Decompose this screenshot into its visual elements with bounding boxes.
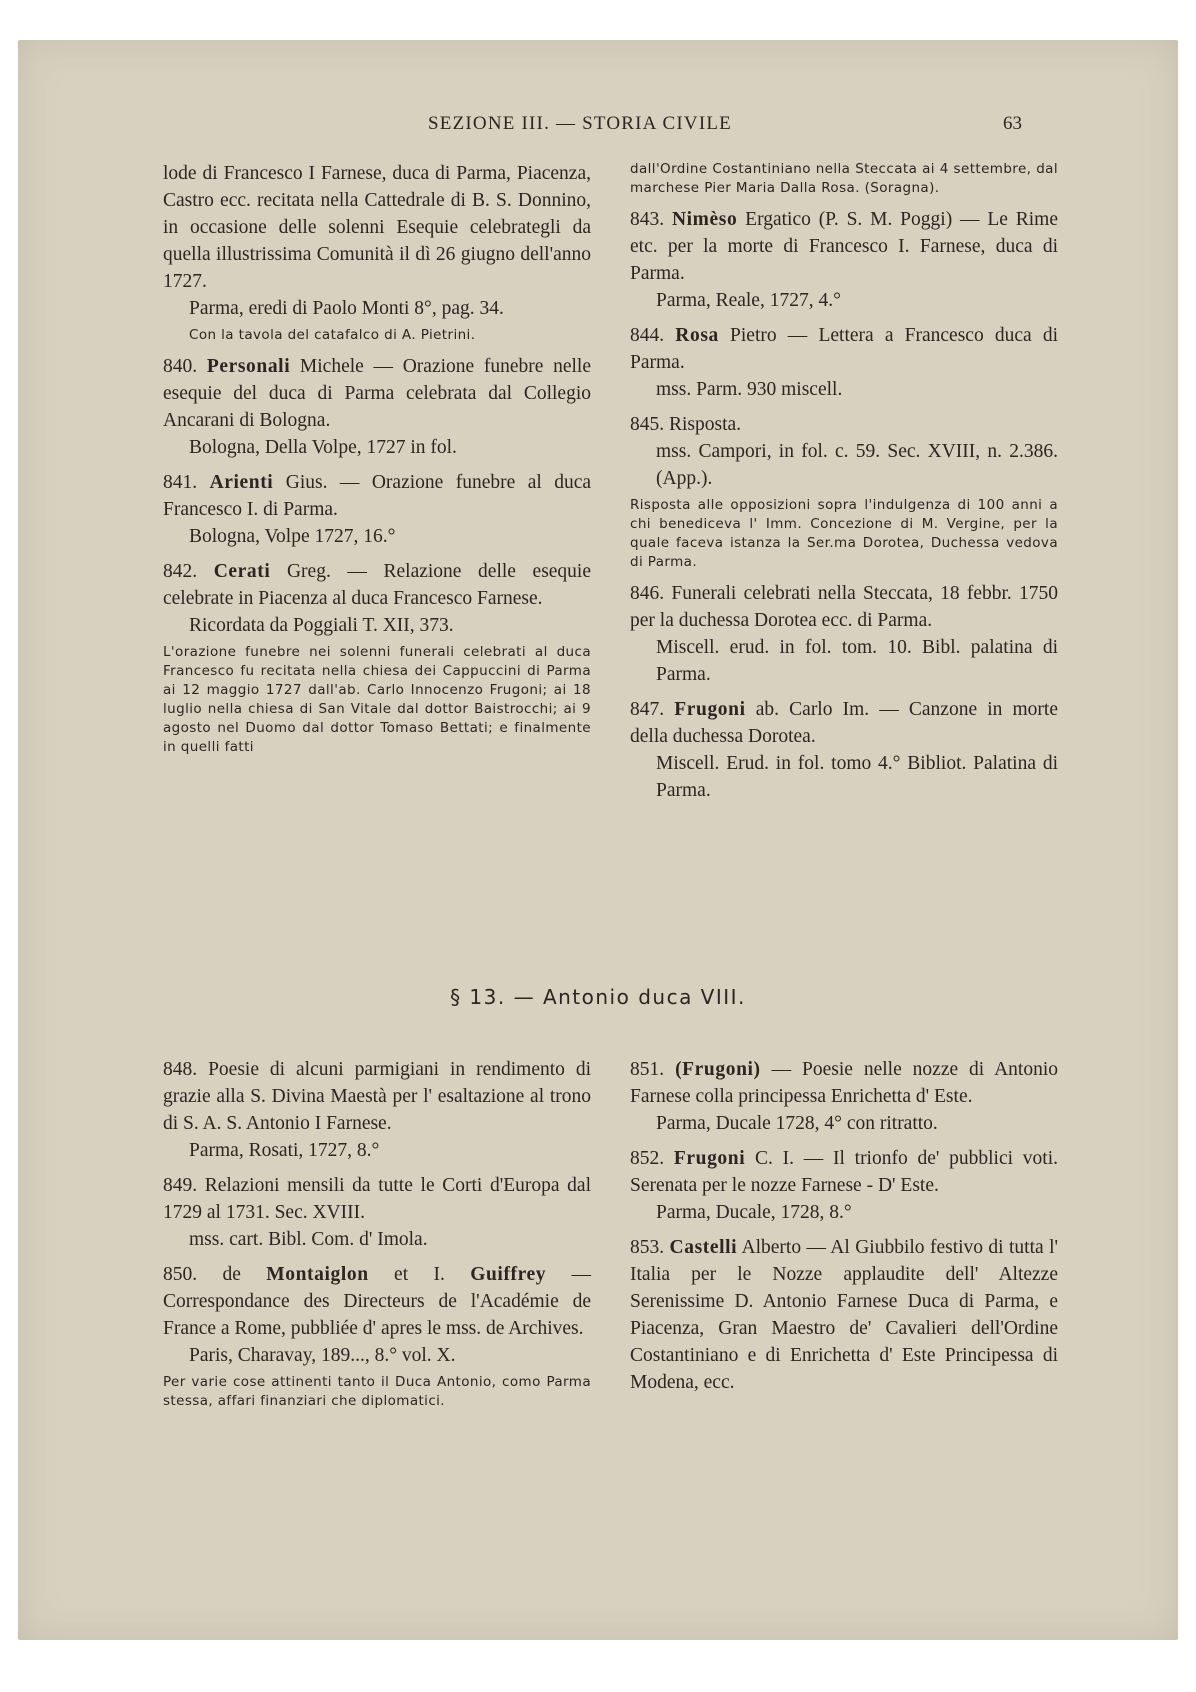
entry-text: Alberto — Al Giubbilo festivo di tutta l' Italia per le Nozze applaudite dell' Altezze Serenissime D. Antonio Farnese Duca di Parma, e Piacenza, Gran Maestro de' Cavalieri dell'Ordine Costantiniano e di Enrichetta d' Este Principessa di Modena, ecc. <box>630 1237 1058 1393</box>
entry-845 <box>630 411 1058 572</box>
left-column-bottom <box>163 1056 591 1419</box>
entry-843 <box>630 206 1058 314</box>
entry-number: 842. <box>163 561 198 582</box>
entry-author: Castelli <box>669 1237 738 1258</box>
entry-842 <box>163 558 591 757</box>
entry-author: (Frugoni) <box>675 1059 761 1080</box>
entry-imprint: Ricordata da Poggiali T. XII, 373. <box>189 615 454 636</box>
entry-note: Risposta alle opposizioni sopra l'indulgenza di 100 anni a chi benediceva l' Imm. Concezione di M. Vergine, per la quale faceva istanza la Ser.ma Dorotea, Duchessa vedova di Parma. <box>630 497 1058 570</box>
entry-852 <box>630 1145 1058 1226</box>
right-column-bottom <box>630 1056 1058 1404</box>
entry-note-continuation: dall'Ordine Costantiniano nella Steccata ai 4 settembre, dal marchese Pier Maria Dalla Rosa. (Soragna). <box>630 161 1058 196</box>
entry-number: 852. <box>630 1148 665 1169</box>
entry-imprint: Miscell. erud. in fol. tom. 10. Bibl. palatina di Parma. <box>656 637 1058 685</box>
entry-number: 841. <box>163 472 198 493</box>
entry-author: Cerati <box>213 561 271 582</box>
entry-imprint: Bologna, Della Volpe, 1727 in fol. <box>189 437 457 458</box>
entry-853 <box>630 1234 1058 1396</box>
entry-continuation <box>163 160 591 345</box>
entry-number: 843. <box>630 209 665 230</box>
entry-imprint: Parma, eredi di Paolo Monti 8°, pag. 34. <box>189 298 504 319</box>
entry-author: Arienti <box>209 472 274 493</box>
entry-author: Montaiglon <box>266 1264 369 1285</box>
entry-imprint: mss. cart. Bibl. Com. d' Imola. <box>189 1229 428 1250</box>
entry-text: Funerali celebrati nella Steccata, 18 febbr. 1750 per la duchessa Dorotea ecc. di Parma. <box>630 583 1058 631</box>
entry-imprint: Parma, Ducale, 1728, 8.° <box>656 1202 852 1223</box>
entry-847 <box>630 696 1058 804</box>
entry-conjunction: et I. <box>394 1264 445 1285</box>
entry-imprint: Bologna, Volpe 1727, 16.° <box>189 526 396 547</box>
entry-imprint: Parma, Rosati, 1727, 8.° <box>189 1140 380 1161</box>
entry-author: Nimèso <box>671 209 738 230</box>
entry-note: Per varie cose attinenti tanto il Duca Antonio, como Parma stessa, affari finanziari che diplomatici. <box>163 1374 591 1409</box>
entry-851 <box>630 1056 1058 1137</box>
entry-text: Relazioni mensili da tutte le Corti d'Europa dal 1729 al 1731. Sec. XVIII. <box>163 1175 591 1223</box>
entry-prefix: de <box>222 1264 241 1285</box>
entry-author: Frugoni <box>673 1148 746 1169</box>
entry-840 <box>163 353 591 461</box>
entry-imprint: mss. Campori, in fol. c. 59. Sec. XVIII, n. 2.386. (App.). <box>656 441 1058 489</box>
entry-text: — Poesie nelle nozze di Antonio Farnese colla principessa Enrichetta d' Este. <box>630 1059 1058 1107</box>
entry-text: Gius. — Orazione funebre al duca Francesco I. di Parma. <box>163 472 592 520</box>
running-header <box>18 113 1178 141</box>
header-title: SEZIONE III. — STORIA CIVILE <box>428 113 732 134</box>
entry-imprint: Parma, Reale, 1727, 4.° <box>656 290 841 311</box>
entry-text: C. I. — Il trionfo de' pubblici voti. Serenata per le nozze Farnese - D' Este. <box>630 1148 1058 1196</box>
entry-author: Frugoni <box>674 699 746 720</box>
entry-848 <box>163 1056 591 1164</box>
entry-text: Greg. — Relazione delle esequie celebrate in Piacenza al duca Francesco Farnese. <box>163 561 592 609</box>
entry-imprint: Parma, Ducale 1728, 4° con ritratto. <box>656 1113 938 1134</box>
entry-imprint: Miscell. Erud. in fol. tomo 4.° Bibliot. Palatina di Parma. <box>656 753 1058 801</box>
entry-text: Ergatico (P. S. M. Poggi) — Le Rime etc. per la morte di Francesco I. Farnese, duca di Parma. <box>630 209 1059 284</box>
entry-text: lode di Francesco I Farnese, duca di Parma, Piacenza, Castro ecc. recitata nella Cattedrale di B. S. Donnino, in occasione delle solenni Esequie celebrategli da quella illustrissima Comunità il dì 26 giugno dell'anno 1727. <box>163 163 591 292</box>
entry-imprint: Paris, Charavay, 189..., 8.° vol. X. <box>189 1345 456 1366</box>
entry-844 <box>630 322 1058 403</box>
entry-number: 853. <box>630 1237 665 1258</box>
left-column-top <box>163 160 591 765</box>
entry-note: Con la tavola del catafalco di A. Pietrini. <box>189 327 476 343</box>
entry-note: L'orazione funebre nei solenni funerali celebrati al duca Francesco fu recitata nella chiesa dei Cappuccini di Parma ai 12 maggio 1727 dall'ab. Carlo Innocenzo Frugoni; ai 18 luglio nella chiesa di San Vitale dal dottor Baistrocchi; ai 9 agosto nel Duomo dal dottor Tomaso Bettati; e finalmente in quelli fatti <box>163 644 591 755</box>
entry-text: Poesie di alcuni parmigiani in rendimento di grazie alla S. Divina Maestà per l' esaltazione al trono di S. A. S. Antonio I Farnese. <box>163 1059 592 1134</box>
entry-author-2: Guiffrey <box>470 1264 547 1285</box>
book-page <box>18 40 1178 1640</box>
entry-846 <box>630 580 1058 688</box>
entry-text: Risposta. <box>669 414 742 435</box>
entry-number: 851. <box>630 1059 665 1080</box>
entry-number: 847. <box>630 699 665 720</box>
entry-number: 844. <box>630 325 665 346</box>
entry-text: ab. Carlo Im. — Canzone in morte della duchessa Dorotea. <box>630 699 1059 747</box>
entry-number: 849. <box>163 1175 198 1196</box>
entry-author: Rosa <box>675 325 719 346</box>
entry-number: 846. <box>630 583 665 604</box>
entry-number: 845. <box>630 414 665 435</box>
entry-number: 848. <box>163 1059 198 1080</box>
page-number: 63 <box>1003 113 1022 134</box>
entry-author: Personali <box>206 356 291 377</box>
right-column-top <box>630 160 1058 812</box>
entry-number: 850. <box>163 1264 198 1285</box>
entry-imprint: mss. Parm. 930 miscell. <box>656 379 843 400</box>
section-heading: § 13. — Antonio duca VIII. <box>450 985 746 1009</box>
entry-849 <box>163 1172 591 1253</box>
entry-850 <box>163 1261 591 1411</box>
entry-text: — Correspondance des Directeurs de l'Académie de France a Rome, pubbliée d' apres le mss. de Archives. <box>163 1264 592 1339</box>
entry-text: Pietro — Lettera a Francesco duca di Parma. <box>630 325 1059 373</box>
entry-841 <box>163 469 591 550</box>
entry-text: Michele — Orazione funebre nelle esequie del duca di Parma celebrata dal Collegio Ancarani di Bologna. <box>163 356 592 431</box>
entry-number: 840. <box>163 356 198 377</box>
